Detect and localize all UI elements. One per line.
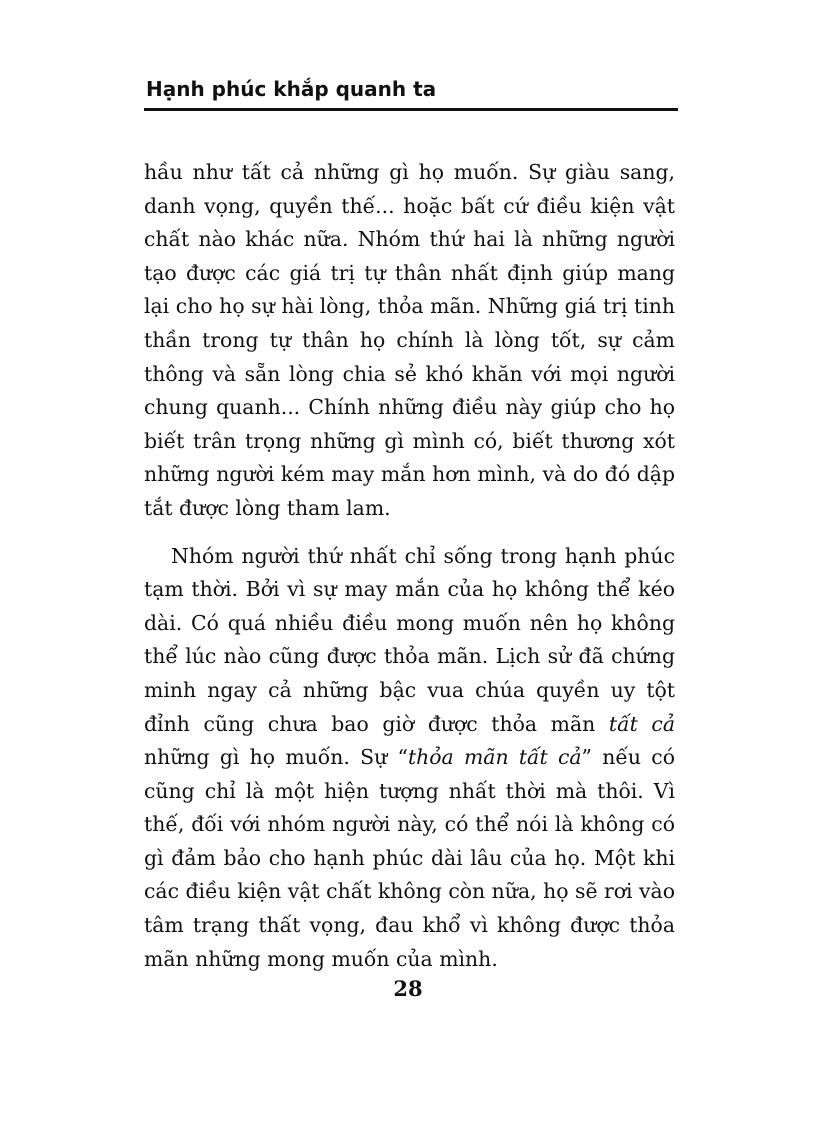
paragraph-text: Nhóm người thứ nhất chỉ sống trong hạnh phúc tạm thời. Bởi vì sự may mắn của họ không thể kéo dài. Có quá nhiều điều mong muốn nên họ không thể lúc nào cũng được thỏa mãn. Lịch sử đã chứng minh ngay cả những bậc vua chúa quyền uy tột đỉnh cũng chưa bao giờ được thỏa mãn [144,543,675,736]
emphasis-fully-satisfied: thỏa mãn tất cả [407,745,582,770]
paragraph-text: những gì họ muốn. Sự “ [144,745,408,770]
page-body [144,156,675,976]
paragraph-continued: hầu như tất cả những gì họ muốn. Sự giàu sang, danh vọng, quyền thế... hoặc bất cứ điều kiện vật chất nào khác nữa. Nhóm thứ hai là những người tạo được các giá trị tự thân nhất định giúp mang lại cho họ sự hài lòng, thỏa mãn. Những giá trị tinh thần trong tự thân họ chính là lòng tốt, sự cảm thông và sẵn lòng chia sẻ khó khăn với mọi người chung quanh... Chính những điều này giúp cho họ biết trân trọng những gì mình có, biết thương xót những người kém may mắn hơn mình, và do đó dập tắt được lòng tham lam. [144,160,675,520]
book-title: Hạnh phúc khắp quanh ta [146,77,437,101]
paragraph-text: ” nếu có cũng chỉ là một hiện tượng nhất thời mà thôi. Vì thế, đối với nhóm người này, có thể nói là không có gì đảm bảo cho hạnh phúc dài lâu của họ. Một khi các điều kiện vật chất không còn nữa, họ sẽ rơi vào tâm trạng thất vọng, đau khổ vì không được thỏa mãn những mong muốn của mình. [144,745,675,971]
page-number: 28 [393,976,423,1001]
emphasis-all: tất cả [608,711,675,736]
running-header [144,72,678,111]
paragraph-group-one [144,540,675,977]
